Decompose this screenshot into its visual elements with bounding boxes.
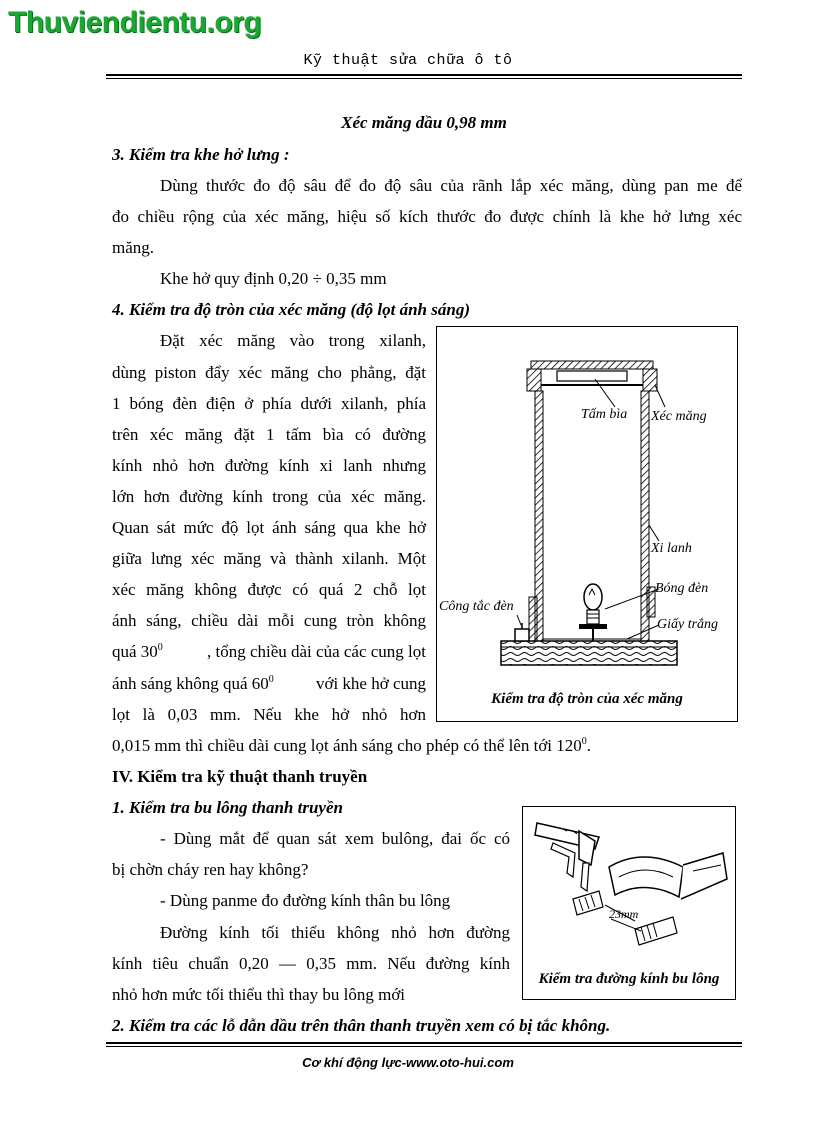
label-bong-den: Bóng đèn	[655, 581, 709, 596]
figure-ring-roundness	[436, 326, 738, 722]
label-tam-bia: Tấm bìa	[581, 407, 628, 422]
figure-1-caption: Kiểm tra độ tròn của xéc măng	[491, 691, 683, 707]
section-IV-heading: IV. Kiểm tra kỹ thuật thanh truyền	[112, 767, 368, 786]
header-rule	[106, 74, 742, 76]
section-1-line-2: bị chờn cháy ren hay không?	[112, 860, 309, 879]
section-1-heading: 1. Kiểm tra bu lông thanh truyền	[112, 798, 343, 817]
cylinder-diagram	[437, 327, 737, 721]
section-3-para-line-2: đo chiều rộng của xéc măng, hiệu số kích thước đo được chính là khe hở lưng xéc	[112, 207, 742, 226]
header-rule-thin	[106, 78, 742, 79]
section-3-para-line-3: măng.	[112, 238, 155, 257]
figure-2-caption: Kiểm tra đường kính bu lông	[538, 971, 720, 987]
section-4-line-13: lọt là 0,03 mm. Nếu khe hở nhỏ hơn	[112, 705, 426, 724]
section-4-heading: 4. Kiểm tra độ tròn của xéc măng (độ lọt ánh sáng)	[112, 300, 470, 319]
footer-rule-thin	[106, 1046, 742, 1047]
section-4-line-14: 0,015 mm thì chiều dài cung lọt ánh sáng cho phép có thể lên tới $120^0$.	[112, 736, 592, 755]
section-4-line-4: trên xéc măng đặt 1 tấm bìa có đường	[112, 425, 426, 444]
section-4-line-5: kính nhỏ hơn đường kính xi lanh nhưng	[112, 456, 426, 475]
site-logo: Thuviendientu.org	[8, 6, 262, 39]
page-header-title: Kỹ thuật sửa chữa ô tô	[303, 52, 513, 69]
dimension-label: 23mm	[609, 907, 639, 921]
label-xi-lanh: Xi lanh	[651, 541, 692, 556]
section-4-line-6: lớn hơn đường kính trong của xéc măng.	[112, 487, 426, 506]
page-footer: Cơ khí động lực-www.oto-hui.com	[302, 1055, 514, 1070]
section-2-heading: 2. Kiểm tra các lỗ dẫn dầu trên thân thanh truyền xem có bị tắc không.	[112, 1016, 611, 1035]
section-4-line-2: dùng piston đẩy xéc măng cho phẳng, đặt	[112, 363, 426, 382]
section-4-line-11: quá $30^0$ , tổng chiều dài của các cung lọt	[112, 642, 426, 661]
section-4-line-7: Quan sát mức độ lọt ánh sáng qua khe hở	[112, 518, 426, 537]
section-3-para-line-1: Dùng thước đo độ sâu để đo độ sâu của rãnh lắp xéc măng, dùng pan me để	[160, 176, 742, 195]
section-1-line-6: nhỏ hơn mức tối thiểu thì thay bu lông mới	[112, 985, 406, 1004]
label-xec-mang: Xéc măng	[651, 409, 707, 424]
section-1-line-5: kính tiêu chuẩn 0,20 — 0,35 mm. Nếu đường kính	[112, 954, 510, 973]
label-giay-trang: Giấy trắng	[657, 617, 719, 632]
section-1-line-3: - Dùng panme đo đường kính thân bu lông	[160, 891, 451, 910]
label-cong-tac-den: Công tắc đèn	[439, 599, 514, 614]
section-1-line-4: Đường kính tối thiểu không nhỏ hơn đường	[160, 923, 510, 942]
section-4-line-3: 1 bóng đèn điện ở phía dưới xilanh, phía	[112, 394, 426, 413]
section-3-heading: 3. Kiểm tra khe hở lưng :	[112, 145, 290, 164]
section-4-line-12: ánh sáng không quá $60^0$ với khe hở cung	[112, 674, 426, 693]
section-3-spec: Khe hở quy định 0,20 ÷ 0,35 mm	[160, 269, 387, 288]
footer-rule	[106, 1042, 742, 1044]
section-1-line-1: - Dùng mắt để quan sát xem bulông, đai ốc có	[160, 829, 510, 848]
top-line: Xéc măng dầu 0,98 mm	[341, 113, 507, 132]
section-4-line-8: giữa lưng xéc măng và thành xilanh. Một	[112, 549, 426, 568]
section-4-line-9: xéc măng không được có quá 2 chỗ lọt	[112, 580, 426, 599]
figure-bolt-diameter	[522, 806, 736, 1000]
section-4-line-1: Đặt xéc măng vào trong xilanh,	[160, 331, 426, 350]
section-4-line-10: ánh sáng, chiều dài mỗi cung tròn không	[112, 611, 426, 630]
